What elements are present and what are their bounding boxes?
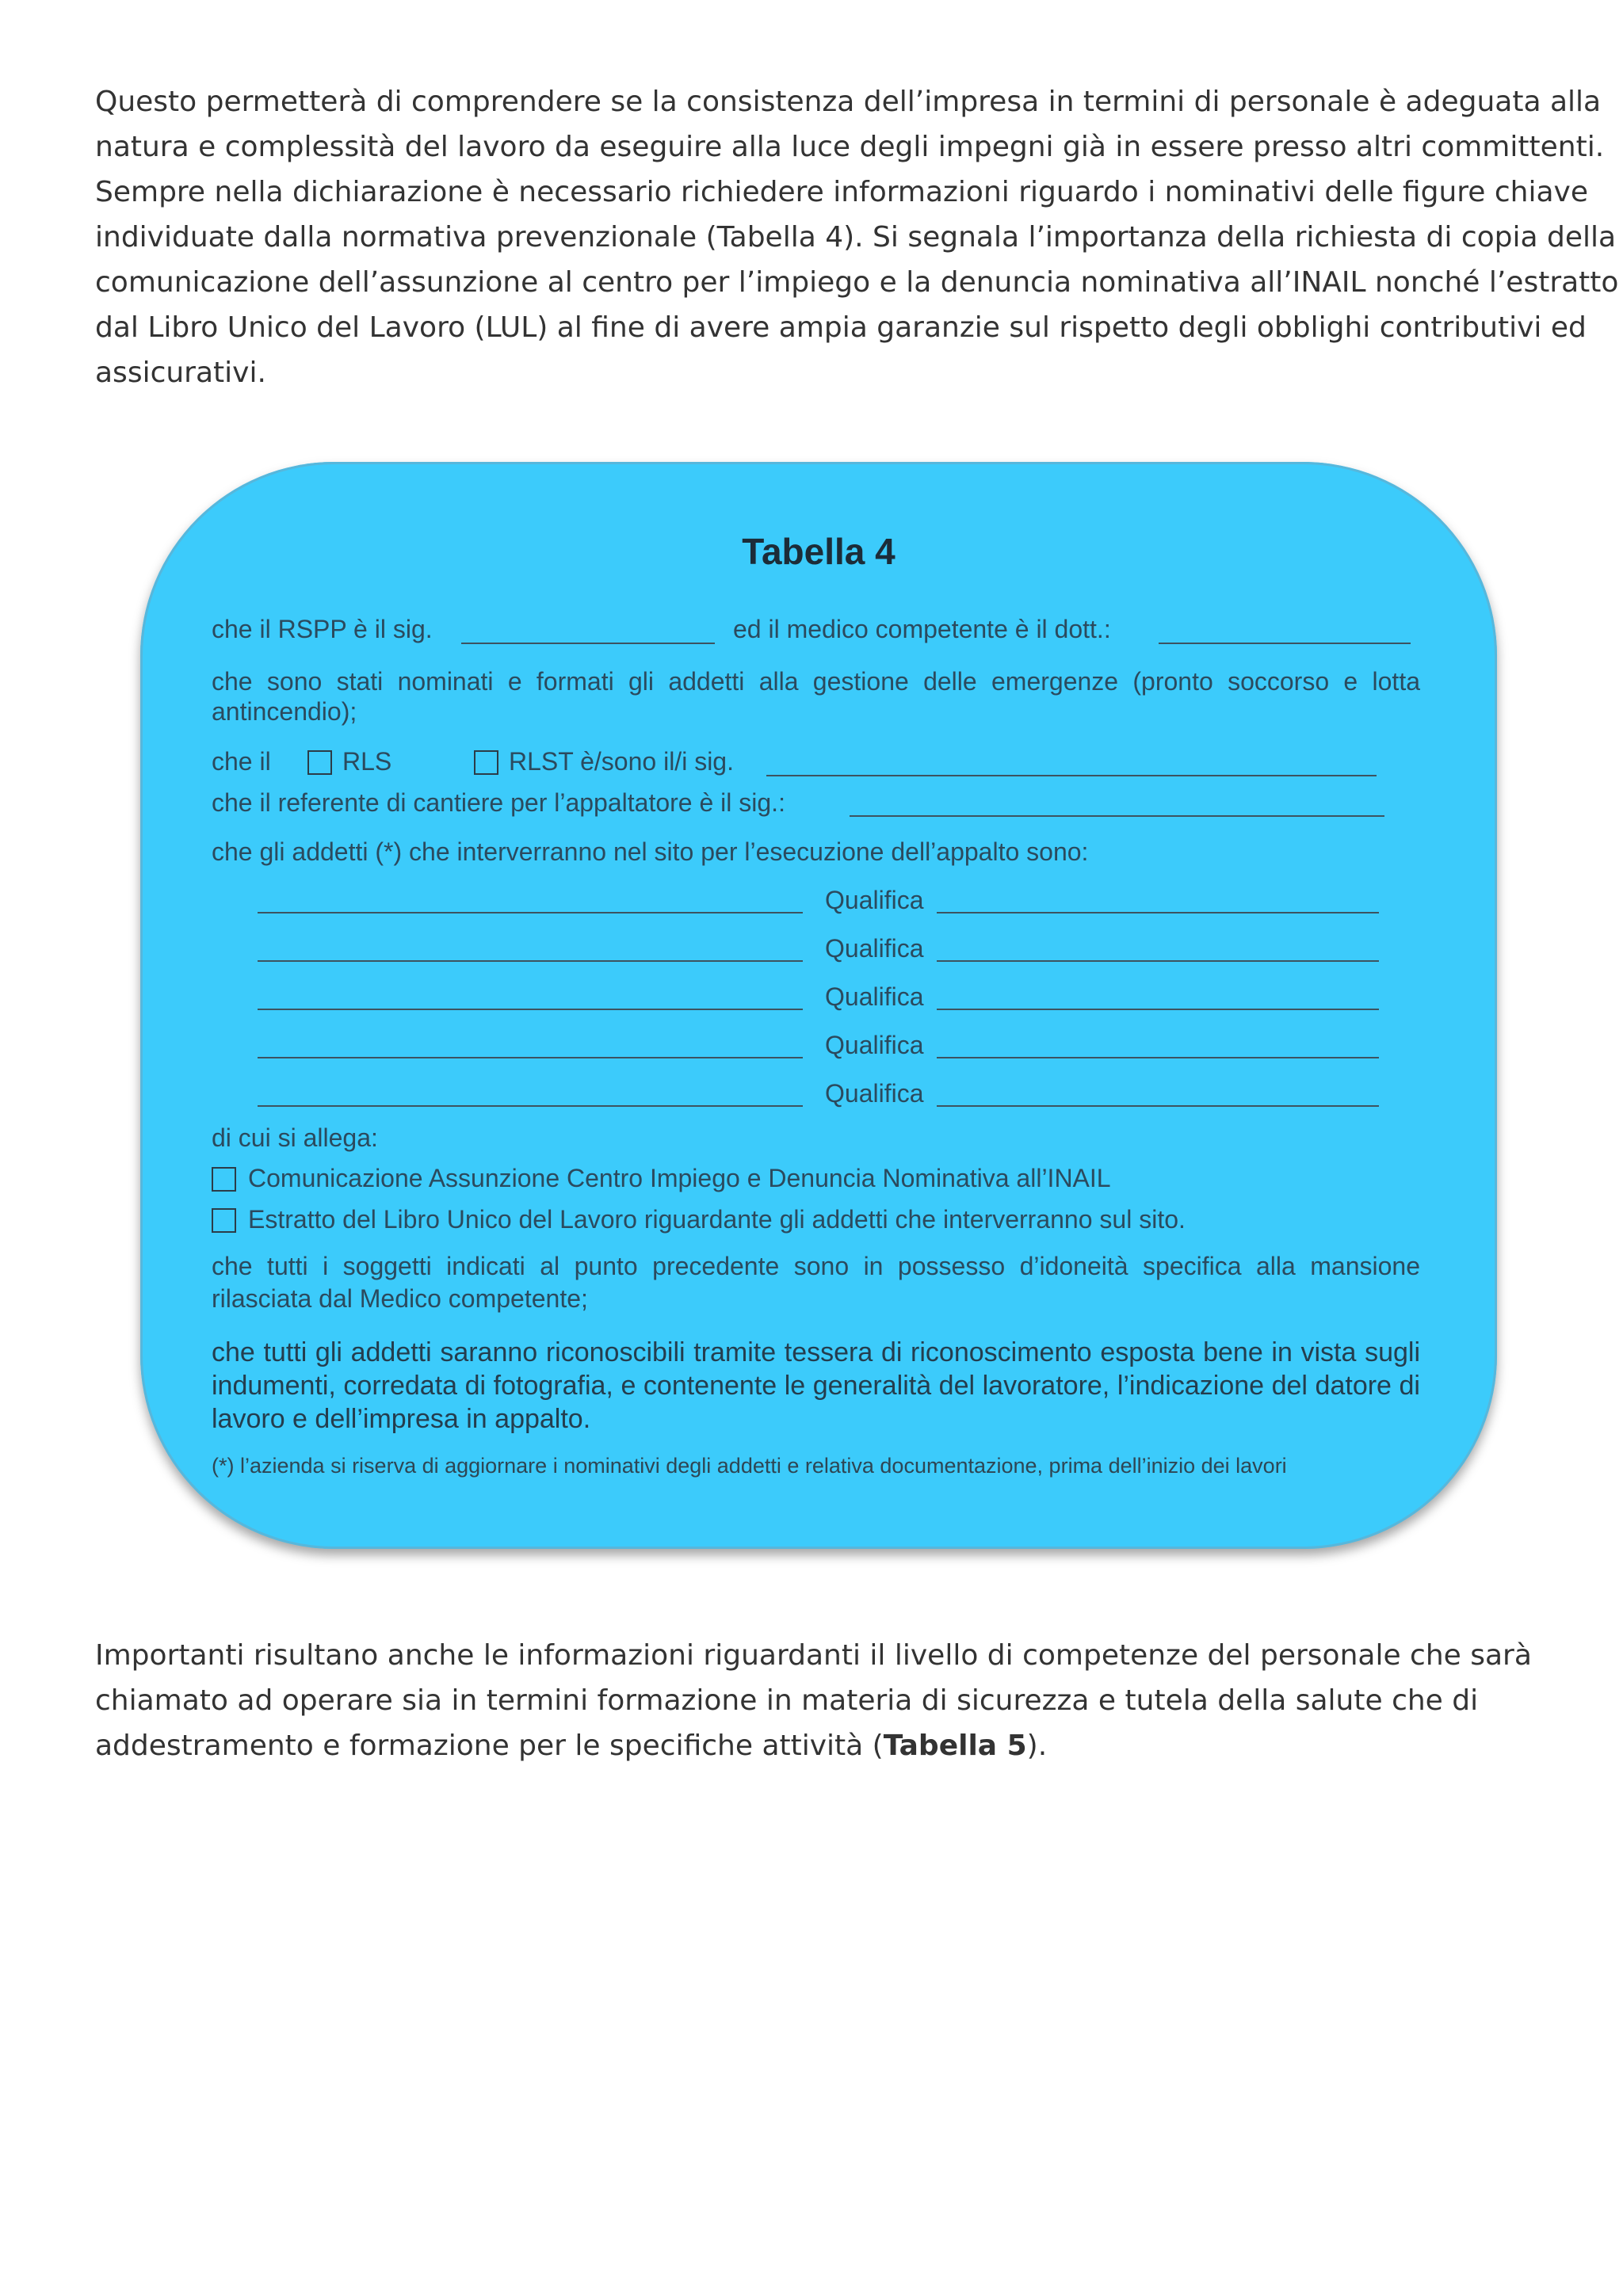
closing-line: Importanti risultano anche le informazioni riguardanti il livello di competenze del personale che sarà bbox=[95, 1639, 1532, 1672]
intro-line: comunicazione dell’assunzione al centro per l’impiego e la denuncia nominativa all’INAIL nonché l’estratto bbox=[95, 266, 1619, 299]
referente-blank bbox=[850, 815, 1384, 817]
closing-line: chiamato ad operare sia in termini formazione in materia di sicurezza e tutela della salute che di bbox=[95, 1684, 1479, 1717]
qualifica-blank bbox=[937, 1057, 1379, 1058]
qualifica-label: Qualifica bbox=[825, 934, 924, 963]
qualifica-blank bbox=[937, 1105, 1379, 1107]
referente-label: che il referente di cantiere per l’appaltatore è il sig.: bbox=[212, 788, 785, 817]
intro-paragraph bbox=[95, 79, 1619, 395]
addetto-name-blank bbox=[258, 1105, 803, 1107]
tabella5-reference: Tabella 5 bbox=[883, 1730, 1027, 1762]
idoneita-text: che tutti i soggetti indicati al punto precedente sono in possesso d’idoneità specifica alla mansione rilasciata dal Medico competente; bbox=[212, 1252, 1420, 1313]
intro-line: natura e complessità del lavoro da eseguire alla luce degli impegni già in essere presso altri committenti. bbox=[95, 131, 1605, 163]
rls-label: RLS bbox=[342, 747, 392, 776]
rlst-blank bbox=[766, 775, 1377, 776]
qualifica-label: Qualifica bbox=[825, 1031, 924, 1059]
closing-line-end: ). bbox=[1026, 1730, 1048, 1762]
medico-label: ed il medico competente è il dott.: bbox=[733, 615, 1111, 643]
medico-blank bbox=[1159, 643, 1411, 644]
closing-line bbox=[95, 1723, 1545, 1768]
che-il-label: che il bbox=[212, 747, 271, 776]
addetti-label: che gli addetti (*) che interverranno nel sito per l’esecuzione dell’appalto sono: bbox=[212, 837, 1089, 866]
emergenze-text: che sono stati nominati e formati gli addetti alla gestione delle emergenze (pronto soccorso e lotta antincendio); bbox=[212, 667, 1420, 726]
qualifica-blank bbox=[937, 1009, 1379, 1010]
allega-item: Comunicazione Assunzione Centro Impiego e Denuncia Nominativa all’INAIL bbox=[248, 1164, 1111, 1192]
table4-panel bbox=[140, 462, 1497, 1549]
addetto-name-blank bbox=[258, 1009, 803, 1010]
tessera-text: che tutti gli addetti saranno riconoscibili tramite tessera di riconoscimento esposta bene in vista sugli indumenti, corredata di fotografia, e contenente le generalità del lavoratore, l’indicazione del datore di lavoro e dell’impresa in appalto. bbox=[212, 1337, 1420, 1434]
rspp-label: che il RSPP è il sig. bbox=[212, 615, 433, 643]
allega-label: di cui si allega: bbox=[212, 1123, 378, 1152]
qualifica-blank bbox=[937, 912, 1379, 913]
rls-checkbox[interactable] bbox=[307, 750, 332, 775]
addetto-name-blank bbox=[258, 1057, 803, 1058]
rlst-checkbox[interactable] bbox=[474, 750, 498, 775]
intro-line: dal Libro Unico del Lavoro (LUL) al fine di avere ampia garanzie sul rispetto degli obblighi contributivi ed bbox=[95, 311, 1587, 344]
table4-title: Tabella 4 bbox=[742, 531, 896, 572]
allega-checkbox[interactable] bbox=[212, 1167, 236, 1192]
addetto-name-blank bbox=[258, 912, 803, 913]
intro-line: individuate dalla normativa prevenzionale (Tabella 4). Si segnala l’importanza della richiesta di copia della bbox=[95, 221, 1617, 254]
qualifica-label: Qualifica bbox=[825, 982, 924, 1011]
allega-item: Estratto del Libro Unico del Lavoro riguardante gli addetti che interverranno sul sito. bbox=[248, 1205, 1186, 1234]
intro-line: assicurativi. bbox=[95, 357, 266, 389]
intro-line: Questo permetterà di comprendere se la consistenza dell’impresa in termini di personale è adeguata alla bbox=[95, 86, 1602, 118]
qualifica-label: Qualifica bbox=[825, 1079, 924, 1108]
intro-line: Sempre nella dichiarazione è necessario richiedere informazioni riguardo i nominativi delle figure chiave bbox=[95, 176, 1589, 208]
qualifica-blank bbox=[937, 960, 1379, 962]
addetto-name-blank bbox=[258, 960, 803, 962]
qualifica-label: Qualifica bbox=[825, 886, 924, 914]
allega-checkbox[interactable] bbox=[212, 1208, 236, 1233]
closing-paragraph bbox=[95, 1633, 1545, 1768]
table4-footnote: (*) l’azienda si riserva di aggiornare i nominativi degli addetti e relativa documentazione, prima dell’inizio dei lavori bbox=[212, 1454, 1287, 1478]
rlst-label: RLST è/sono il/i sig. bbox=[509, 747, 734, 776]
rspp-blank bbox=[461, 643, 715, 644]
closing-line-text: addestramento e formazione per le specifiche attività ( bbox=[95, 1730, 884, 1762]
